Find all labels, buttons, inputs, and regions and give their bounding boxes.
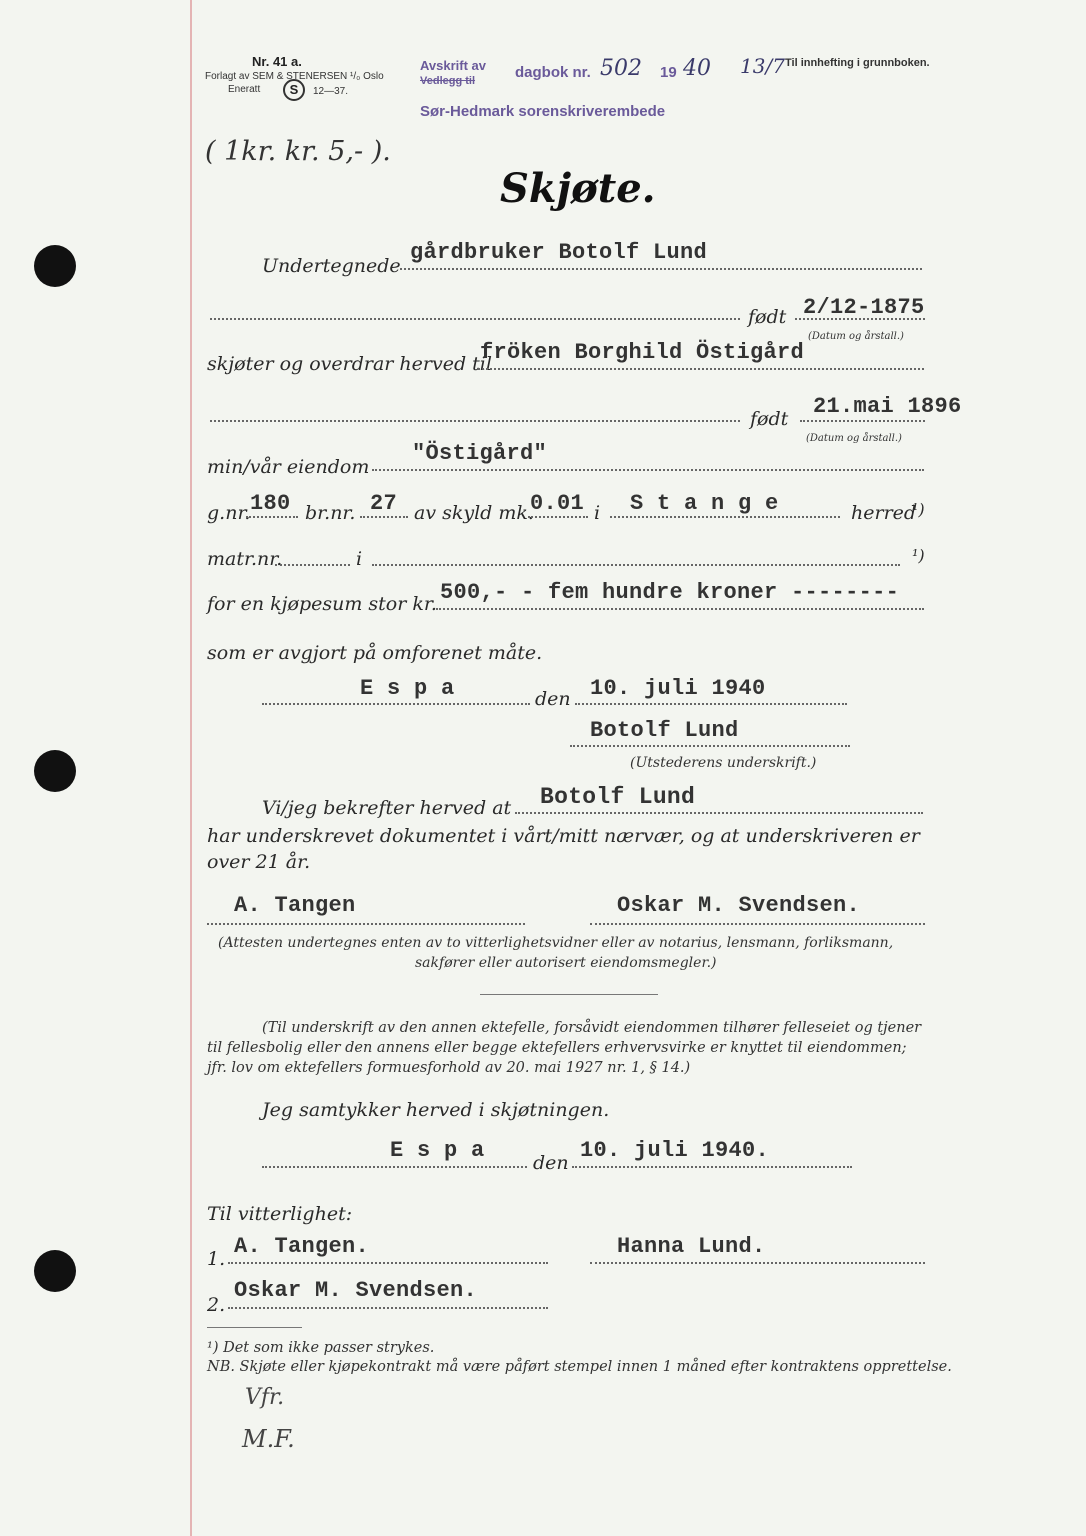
margin-rule: [190, 0, 192, 1536]
property-name: "Östigård": [412, 441, 548, 466]
consent-witness1: A. Tangen.: [234, 1234, 370, 1259]
section-divider: [480, 994, 658, 995]
confirm-prefix: Vi/jeg bekrefter herved at: [262, 797, 512, 819]
matr-line: [275, 564, 350, 566]
gnr-label: g.nr.: [207, 502, 251, 524]
confirm-signer-line: [515, 812, 923, 814]
seller-fodt-label: født: [748, 306, 787, 328]
document-title: Skjøte.: [500, 165, 656, 212]
confirm-signer: Botolf Lund: [540, 784, 696, 810]
grunnbok-note: Til innhefting i grunnboken.: [785, 57, 930, 69]
initials-1: Vfr.: [245, 1385, 285, 1410]
vitterlighet-label: Til vitterlighet:: [207, 1203, 353, 1225]
consent-date-line: [572, 1166, 852, 1168]
signing-date: 10. juli 1940: [590, 676, 766, 701]
brnr-label: br.nr.: [305, 502, 356, 524]
form-number: Nr. 41 a.: [252, 54, 302, 69]
publisher-line: Forlagt av SEM & STENERSEN ¹/₀ Oslo: [205, 71, 384, 82]
consent-witness1-line: [228, 1262, 548, 1264]
stamp-year-suffix: 40: [683, 56, 711, 81]
witness2-signature: Oskar M. Svendsen.: [617, 893, 861, 918]
buyer-fodt-label: født: [750, 408, 789, 430]
brnr-value: 27: [370, 491, 398, 516]
seller-signature: Botolf Lund: [590, 718, 739, 743]
witness1-line: [207, 923, 525, 925]
gnr-value: 180: [250, 491, 291, 516]
skyld-value: 0.01: [530, 491, 585, 516]
consent-date: 10. juli 1940.: [580, 1138, 770, 1163]
consent-place-line: [262, 1166, 527, 1168]
signing-date-line: [575, 703, 847, 705]
seller-birth-line-left: [210, 318, 740, 320]
buyer-birth-date: 21.mai 1896: [813, 394, 962, 419]
stamp-year-prefix: 19: [660, 64, 677, 81]
brnr-line: [360, 516, 408, 518]
matr-i-label: i: [356, 548, 363, 570]
stamp-dagbok-number: 502: [600, 56, 642, 81]
vitterlighet-num2: 2.: [207, 1294, 226, 1316]
seller-name: gårdbruker Botolf Lund: [410, 240, 708, 265]
confirm-line2: har underskrevet dokumentet i vårt/mitt nærvær, og at underskriveren er: [207, 825, 920, 847]
signing-den-label: den: [535, 688, 571, 710]
property-line: [372, 469, 924, 471]
datum-note-2: (Datum og årstall.): [806, 433, 902, 444]
footnote-text: ¹) Det som ikke passer strykes.: [207, 1340, 435, 1356]
spouse-note-line1: (Til underskrift av den annen ektefelle, forsåvidt eiendommen tilhører felleseiet og tjener: [262, 1020, 922, 1036]
vitterlighet-num1: 1.: [207, 1248, 226, 1270]
spouse-signature-line: [590, 1262, 925, 1264]
footnote-divider: [207, 1327, 302, 1328]
skyld-label: av skyld mk.: [414, 502, 534, 524]
price-label: for en kjøpesum stor kr.: [207, 593, 437, 615]
undertegnede-label: Undertegnede: [262, 255, 401, 277]
witness1-signature: A. Tangen: [234, 893, 356, 918]
settled-label: som er avgjort på omforenet måte.: [207, 642, 543, 664]
seller-line: [400, 268, 922, 270]
price-value: 500,- - fem hundre kroner --------: [440, 580, 900, 605]
spouse-note-line2: til fellesbolig eller den annens eller begge ektefellers erhvervsvirke er knyttet til eiendommen;: [207, 1040, 907, 1056]
publisher-date: 12—37.: [313, 86, 349, 97]
consent-den-label: den: [533, 1152, 569, 1174]
price-line: [436, 608, 924, 610]
buyer-line: [478, 368, 924, 370]
transfer-label: skjøter og overdrar herved til: [207, 353, 492, 375]
punch-hole-bottom: [34, 1250, 76, 1292]
initials-2: M.F.: [242, 1425, 295, 1453]
herred-label: herred: [851, 502, 917, 524]
publisher-logo: S: [283, 79, 305, 101]
buyer-birth-line-left: [210, 420, 740, 422]
consent-witness2-line: [228, 1307, 548, 1309]
matr-footnote-mark: ¹): [912, 546, 925, 565]
stamp-vedlegg: Vedlegg til: [420, 75, 476, 87]
stamp-dagbok-label: dagbok nr.: [515, 64, 591, 81]
buyer-birth-line: [800, 420, 925, 422]
stamp-avskrift: Avskrift av: [420, 58, 486, 73]
witness2-line: [590, 923, 925, 925]
municipality-line: [610, 516, 840, 518]
stamp-office: Sør-Hedmark sorenskriverembede: [420, 103, 666, 120]
seller-birth-date: 2/12-1875: [803, 295, 925, 320]
signing-place: E s p a: [360, 676, 455, 701]
signing-place-line: [262, 703, 530, 705]
attest-note-line2: sakfører eller autorisert eiendomsmegler.): [415, 955, 717, 971]
consent-text: Jeg samtykker herved i skjøtningen.: [262, 1099, 610, 1121]
signature-note: (Utstederens underskrift.): [630, 755, 817, 771]
buyer-name: fröken Borghild Östigård: [480, 340, 805, 365]
nb-note: NB. Skjøte eller kjøpekontrakt må være påført stempel innen 1 måned efter kontraktens opprettelse.: [207, 1359, 952, 1375]
spouse-note-line3: jfr. lov om ektefellers formuesforhold av 20. mai 1927 nr. 1, § 14.): [207, 1060, 691, 1076]
consent-place: E s p a: [390, 1138, 485, 1163]
eiendom-label: min/vår eiendom: [207, 456, 370, 478]
punch-hole-middle: [34, 750, 76, 792]
confirm-line3: over 21 år.: [207, 851, 311, 873]
skyld-line: [528, 516, 588, 518]
datum-note-1: (Datum og årstall.): [808, 331, 904, 342]
gnr-line: [246, 516, 298, 518]
matr-label: matr.nr.: [207, 548, 283, 570]
attest-note-line1: (Attesten undertegnes enten av to vitterlighetsvidner eller av notarius, lensmann, forliksmann,: [218, 935, 894, 951]
fee-note: ( 1kr. kr. 5,- ).: [205, 136, 391, 167]
punch-hole-top: [34, 245, 76, 287]
spouse-signature: Hanna Lund.: [617, 1234, 766, 1259]
matr-municipality-line: [372, 564, 900, 566]
stamp-date-note: 13/7: [740, 54, 785, 78]
consent-witness2: Oskar M. Svendsen.: [234, 1278, 478, 1303]
publisher-eneratt: Eneratt: [228, 84, 261, 95]
i-label: i: [594, 502, 601, 524]
seller-birth-line: [795, 318, 925, 320]
seller-signature-line: [570, 745, 850, 747]
municipality: S t a n g e: [630, 491, 779, 516]
herred-footnote-mark: ¹): [912, 500, 925, 519]
